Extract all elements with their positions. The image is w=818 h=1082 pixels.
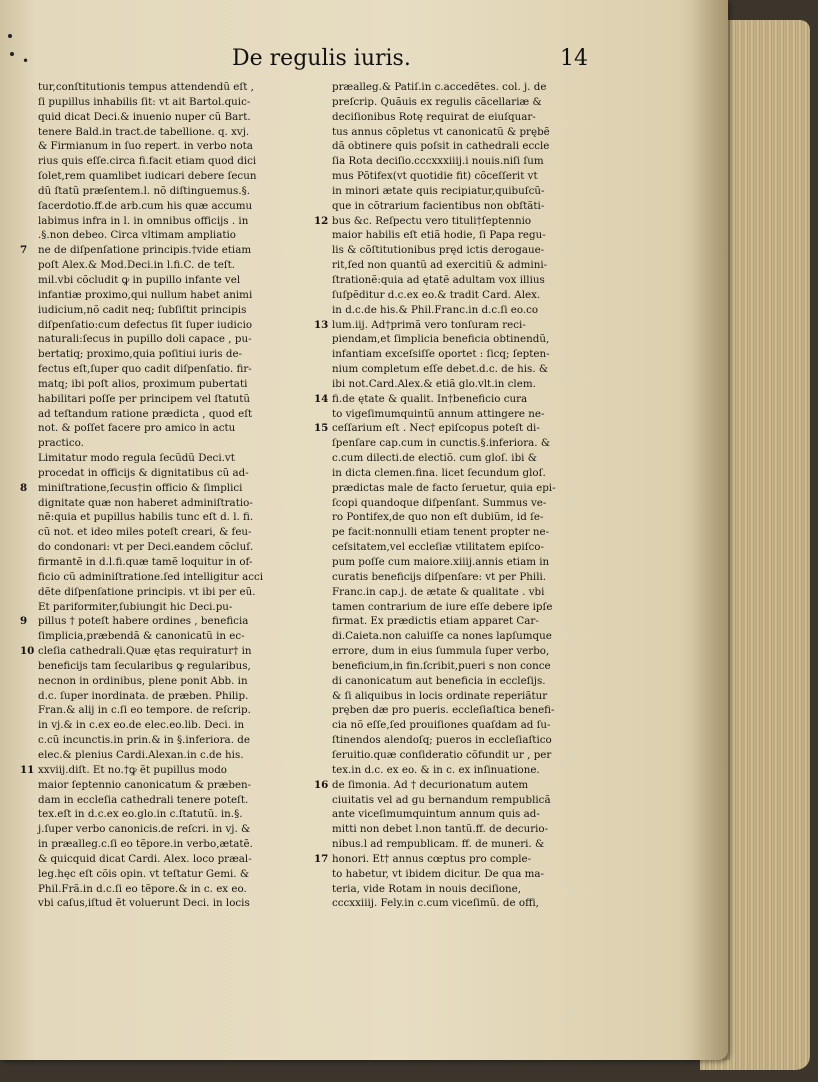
text-line — [330, 303, 626, 318]
line-text: iudicium,nõ cadit neq; ſubſiſtit principis — [38, 303, 247, 316]
line-text: ibi not.Card.Alex.& etiã glo.vlt.in clem. — [332, 377, 536, 390]
line-text: ciuitatis vel ad gu bernandum rempublicã — [332, 793, 551, 806]
text-line — [330, 154, 626, 169]
line-text: nibus.l ad rempublicam. ff. de muneri. & — [332, 838, 545, 851]
text-line — [330, 288, 626, 303]
line-text: nẽ:quia et pupillus habilis tunc eſt d. l. fi. — [38, 511, 254, 524]
line-text: ſtinendos alendoſq; pueros in eccleſiaſtico — [332, 734, 552, 747]
text-line — [36, 659, 324, 674]
text-line — [330, 822, 626, 837]
line-text: to habetur, vt ibidem dicitur. De qua ma- — [332, 867, 544, 880]
text-line — [36, 718, 324, 733]
text-line — [36, 510, 324, 525]
line-text: ceſſarium eſt . Nec† epiſcopus poteſt di- — [332, 422, 540, 435]
text-line — [330, 525, 626, 540]
text-line — [36, 466, 324, 481]
line-text: bus &c. Reſpectu vero tituli†ſeptennio — [332, 214, 532, 227]
text-line — [330, 362, 626, 377]
text-line — [330, 807, 626, 822]
text-line — [36, 555, 324, 570]
line-text: preſcrip. Quãuis ex regulis cãcellariæ & — [332, 95, 542, 108]
text-line — [36, 80, 324, 95]
line-text: tenere Bald.in tract.de tabellione. q. xvj. — [38, 125, 250, 138]
line-text: ſeruitio.quæ conſideratio cõfundit ur , per — [332, 748, 552, 761]
line-text: prædictas male de facto ſeruetur, quia epi- — [332, 481, 556, 494]
line-text: mus Põtifex(vt quotidie fit) cõceſſerit vt — [332, 170, 538, 183]
line-text: ſimplicia,præbendã & canonicatũ in ec- — [38, 630, 245, 643]
line-text: mil.vbi cõcludit ꝙ in pupillo infante vel — [38, 273, 241, 286]
line-text: quid dicat Deci.& inuenio nuper cũ Bart. — [38, 110, 251, 123]
text-line — [20, 644, 324, 659]
text-line — [330, 95, 626, 110]
text-line — [36, 451, 324, 466]
line-text: ſpenſare cap.cum in cunctis.§.inferiora. & — [332, 437, 550, 450]
line-text: habilitari poſſe per principem vel ſtatutũ — [38, 392, 250, 405]
text-line — [330, 228, 626, 243]
line-text: mitti non debet l.non tantũ.ff. de decurio- — [332, 823, 549, 836]
margin-number: 13 — [314, 318, 329, 331]
text-line — [330, 585, 626, 600]
line-text: teria, vide Rotam in nouis deciſione, — [332, 882, 522, 895]
text-line — [20, 243, 324, 258]
line-text: dẽte diſpenſatione principis. vt ibi per eũ. — [38, 585, 256, 598]
line-text: Phil.Frã.in d.c.ſi eo tẽpore.& in c. ex eo. — [38, 882, 247, 895]
text-line — [36, 882, 324, 897]
line-text: cia nõ eſſe,ſed prouiſiones quaſdam ad ſu- — [332, 719, 551, 732]
line-text: Et pariformiter,ſubiungit hic Deci.pu- — [38, 600, 233, 613]
line-text: xxviij.diſt. Et no.†ꝙ ẽt pupillus modo — [38, 763, 228, 776]
margin-number: 14 — [314, 392, 329, 405]
line-text: di canonicatum aut beneficia in eccleſijs. — [332, 674, 546, 687]
line-text: tex.eſt in d.c.ex eo.glo.in c.ſtatutũ. in.§. — [38, 808, 243, 821]
line-text: in d.c.de his.& Phil.Franc.in d.c.ſi eo.co — [332, 303, 539, 316]
text-line — [330, 199, 626, 214]
text-line — [330, 110, 626, 125]
line-text: ſolet,rem quamlibet iudicari debere ſecun — [38, 170, 257, 183]
line-text: di.Caieta.non caluiſſe ca nones lapſumque — [332, 630, 552, 643]
text-line — [36, 95, 324, 110]
text-line — [330, 600, 626, 615]
margin-number: 17 — [314, 852, 329, 865]
margin-number: 12 — [314, 214, 329, 227]
text-line — [36, 421, 324, 436]
text-line — [314, 318, 626, 333]
text-line — [330, 718, 626, 733]
text-line — [330, 451, 626, 466]
text-line — [36, 778, 324, 793]
line-text: matq; ibi poſt alios, proximum pubertati — [38, 377, 248, 390]
line-text: ne de diſpenſatione principis.†vide etiam — [38, 244, 252, 257]
line-text: poſt Alex.& Mod.Deci.in l.fi.C. de teſt. — [38, 259, 236, 272]
text-line — [36, 184, 324, 199]
text-line — [20, 614, 324, 629]
text-line — [330, 258, 626, 273]
line-text: pum poſſe cum maiore.xiiij.annis etiam in — [332, 556, 550, 568]
text-line — [330, 481, 626, 496]
margin-number: 11 — [20, 763, 35, 776]
line-text: cũ not. et ideo miles poteſt creari, & feu- — [38, 526, 252, 539]
margin-number: 9 — [20, 615, 28, 628]
text-line — [330, 436, 626, 451]
line-text: cccxxiiij. Fely.in c.cum viceſimũ. de offi, — [332, 897, 539, 910]
line-text: ceſsitatem,vel eccleſiæ vtilitatem epiſco- — [332, 541, 544, 554]
line-text: ad teſtandum ratione prædicta , quod eſt — [38, 407, 253, 420]
margin-number: 16 — [314, 778, 329, 791]
text-line — [36, 332, 324, 347]
line-text: curatis beneficijs diſpenſare: vt per Phili. — [332, 570, 547, 583]
page-shadow — [690, 0, 730, 1060]
line-text: .§.non debeo. Circa vltimam ampliatio — [38, 229, 236, 242]
text-line — [330, 837, 626, 852]
line-text: tamen contrarium de iure eſſe debere ipſe — [332, 600, 553, 613]
line-text: Fran.& alij in c.ſi eo tempore. de reſcrip. — [38, 704, 251, 717]
line-text: procedat in officijs & dignitatibus cũ ad- — [38, 466, 249, 479]
text-line — [330, 540, 626, 555]
line-text: ſcopi quandoque diſpenſant. Summus ve- — [332, 496, 547, 509]
line-text: ficio cũ adminiſtratione.ſed intelligitur acci — [38, 570, 264, 583]
text-line — [330, 763, 626, 778]
line-text: dũ ſtatũ præſentem.l. nõ diſtinguemus.§. — [38, 184, 251, 197]
text-line — [330, 347, 626, 362]
line-text: tur,conſtitutionis tempus attendendũ eſt , — [38, 81, 254, 93]
text-line — [36, 570, 324, 585]
text-line — [36, 807, 324, 822]
line-text: ſtrationẽ:quia ad ętatẽ adultam vox illius — [332, 273, 545, 286]
line-text: & ſi aliquibus in locis ordinate reperiãtur — [332, 689, 548, 702]
text-line — [314, 421, 626, 436]
text-line — [330, 80, 626, 95]
text-line — [36, 139, 324, 154]
line-text: & quicquid dicat Cardi. Alex. loco præal- — [38, 852, 252, 865]
text-line — [36, 436, 324, 451]
text-line — [36, 837, 324, 852]
text-line — [330, 644, 626, 659]
line-text: in dicta clemen.fina. licet ſecundum gloſ. — [332, 466, 546, 479]
line-text: Franc.in cap.j. de ætate & qualitate . vbi — [332, 585, 545, 598]
line-text: c.cum dilecti.de electiõ. cum gloſ. ibi & — [332, 452, 537, 465]
line-text: errore, dum in eius ſummula ſuper verbo, — [332, 645, 550, 658]
text-line — [330, 184, 626, 199]
text-line — [314, 778, 626, 793]
text-line — [36, 867, 324, 882]
text-line — [330, 332, 626, 347]
text-line — [36, 214, 324, 229]
text-line — [330, 793, 626, 808]
line-text: not. & poſſet facere pro amico in actu — [38, 422, 236, 435]
text-line — [330, 510, 626, 525]
text-line — [330, 896, 626, 911]
text-line — [330, 674, 626, 689]
text-line — [330, 733, 626, 748]
text-line — [330, 659, 626, 674]
text-line — [36, 703, 324, 718]
text-line — [36, 273, 324, 288]
line-text: beneficium,in fin.ſcribit,pueri s non conce — [332, 659, 551, 672]
line-text: beneficijs tam ſecularibus ꝙ regularibus, — [38, 659, 251, 672]
line-text: piendam,et ſimplicia beneficia obtinendũ, — [332, 333, 550, 346]
line-text: dã obtinere quis poſsit in cathedrali eccle — [332, 140, 550, 153]
text-line — [36, 318, 324, 333]
line-text: d.c. ſuper inordinata. de præben. Philip. — [38, 689, 249, 702]
text-line — [36, 733, 324, 748]
right-text-column — [314, 80, 626, 911]
page-header — [0, 40, 728, 80]
line-text: maior habilis eſt etiã hodie, ſi Papa regu- — [332, 229, 546, 242]
text-line — [330, 867, 626, 882]
line-text: miniſtratione,ſecus†in officio & ſimplici — [38, 481, 243, 494]
line-text: vbi caſus,iſtud ẽt voluerunt Deci. in locis — [38, 897, 250, 910]
text-line — [20, 763, 324, 778]
text-line — [330, 377, 626, 392]
line-text: & Firmianum in ſuo repert. in verbo nota — [38, 140, 253, 153]
line-text: ro Pontifex,de quo non eſt dubiũm, id ſe- — [332, 511, 544, 524]
line-text: rius quis eſſe.circa fi.facit etiam quod dici — [38, 155, 257, 168]
text-line — [314, 852, 626, 867]
margin-number: 7 — [20, 244, 28, 257]
text-line — [330, 629, 626, 644]
line-text: leg.hęc eſt cõis opin. vt teſtatur Gemi. & — [38, 867, 250, 880]
line-text: bertatiq; proximo,quia poſitiui iuris de- — [38, 348, 243, 361]
text-line — [330, 882, 626, 897]
line-text: ſuſpẽditur d.c.ex eo.& tradit Card. Alex. — [332, 288, 541, 301]
line-text: cleſia cathedrali.Quæ ętas requiratur† in — [38, 645, 252, 658]
text-line — [36, 600, 324, 615]
text-line — [330, 614, 626, 629]
line-text: ſi pupillus inhabilis ſit: vt ait Bartol.quic- — [38, 95, 251, 108]
text-line — [36, 585, 324, 600]
line-text: nium completum eſſe debet.d.c. de his. & — [332, 363, 549, 376]
text-line — [36, 347, 324, 362]
line-text: tex.in d.c. ex eo. & in c. ex inſinuatione. — [332, 763, 540, 776]
text-line — [36, 169, 324, 184]
text-line — [36, 793, 324, 808]
text-line — [314, 392, 626, 407]
line-text: in vj.& in c.ex eo.de elec.eo.lib. Deci. in — [38, 719, 245, 732]
text-line — [314, 214, 626, 229]
text-line — [330, 748, 626, 763]
text-line — [330, 555, 626, 570]
line-text: pillus † poteſt habere ordines , beneficia — [38, 615, 249, 628]
text-line — [330, 407, 626, 422]
line-text: to vigeſimumquintũ annum attingere ne- — [332, 407, 545, 420]
text-line — [36, 258, 324, 273]
line-text: firmantẽ in d.l.fi.quæ tamẽ loquitur in of- — [38, 556, 253, 568]
line-text: in præalleg.c.ſi eo tẽpore.in verbo,ætatẽ. — [38, 838, 253, 851]
left-text-column — [20, 80, 324, 911]
line-text: tus annus cõpletus vt canonicatũ & prębẽ — [332, 125, 550, 138]
line-text: in minori ætate quis recipiatur,quibuſcũ- — [332, 184, 545, 197]
text-line — [36, 496, 324, 511]
line-text: dam in eccleſia cathedrali tenere poteſt. — [38, 793, 249, 806]
line-text: pręben dæ pro pueris. eccleſiaſtica benefi- — [332, 704, 555, 717]
line-text: fectus eſt,ſuper quo cadit diſpenſatio. fir- — [38, 363, 252, 376]
text-line — [36, 125, 324, 140]
line-text: firmat. Ex prædictis etiam apparet Car- — [332, 615, 539, 628]
page-number: 14 — [560, 46, 588, 71]
line-text: rit,ſed non quantũ ad exercitiũ & admini- — [332, 259, 548, 272]
text-line — [330, 496, 626, 511]
line-text: de ſimonia. Ad † decurionatum autem — [332, 778, 529, 791]
line-text: diſpenſatio:cum defectus ſit ſuper iudicio — [38, 318, 253, 331]
text-line — [36, 288, 324, 303]
text-line — [36, 629, 324, 644]
line-text: ſia Rota deciſio.cccxxxiiij.i nouis.niſi ſum — [332, 155, 544, 168]
text-line — [330, 139, 626, 154]
margin-number: 10 — [20, 645, 35, 658]
text-line — [330, 243, 626, 258]
running-title: De regulis iuris. — [232, 46, 411, 71]
text-line — [330, 703, 626, 718]
line-text: necnon in ordinibus, plene ponit Abb. in — [38, 674, 248, 687]
text-line — [330, 125, 626, 140]
text-line — [330, 273, 626, 288]
text-line — [36, 303, 324, 318]
text-line — [36, 392, 324, 407]
text-line — [36, 154, 324, 169]
line-text: lis & cõſtitutionibus pręd ictis derogaue- — [332, 244, 545, 257]
text-line — [330, 570, 626, 585]
text-line — [36, 199, 324, 214]
line-text: Limitatur modo regula ſecũdũ Deci.vt — [38, 452, 235, 465]
line-text: practico. — [38, 437, 84, 450]
line-text: infantiæ proximo,qui nullum habet animi — [38, 288, 253, 301]
header-bullet: • — [22, 54, 30, 68]
line-text: dignitate quæ non haberet adminiſtratio- — [38, 496, 253, 509]
text-line — [36, 748, 324, 763]
text-line — [330, 466, 626, 481]
text-line — [36, 689, 324, 704]
line-text: pe facit:nonnulli etiam tenent propter ne- — [332, 526, 550, 539]
text-line — [36, 540, 324, 555]
text-line — [36, 525, 324, 540]
text-line — [36, 362, 324, 377]
text-line — [36, 852, 324, 867]
line-text: naturali:ſecus in pupillo doli capace , pu- — [38, 333, 252, 346]
line-text: j.ſuper verbo canonicis.de reſcri. in vj. & — [38, 823, 251, 836]
ink-speck — [8, 34, 12, 38]
text-line — [36, 228, 324, 243]
line-text: honori. Et† annus cœptus pro comple- — [332, 852, 532, 865]
line-text: infantiam exceſsiſſe oportet : ſicq; ſepten- — [332, 348, 550, 361]
line-text: maior ſeptennio canonicatum & præben- — [38, 778, 252, 791]
text-line — [36, 407, 324, 422]
text-line — [20, 481, 324, 496]
text-line — [36, 674, 324, 689]
text-line — [36, 822, 324, 837]
line-text: do condonari: vt per Deci.eandem cõcluſ. — [38, 541, 254, 554]
text-line — [330, 689, 626, 704]
line-text: c.cũ incunctis.in prin.& in §.inferiora. de — [38, 734, 250, 747]
line-text: que in cõtrarium facientibus non obſtãti- — [332, 199, 545, 212]
text-line — [36, 896, 324, 911]
line-text: labimus infra in l. in omnibus officijs . in — [38, 214, 249, 227]
line-text: deciſionibus Rotę requirat de eiuſquar- — [332, 110, 536, 123]
text-line — [36, 377, 324, 392]
text-line — [330, 169, 626, 184]
line-text: lum.iij. Ad†primã vero tonſuram reci- — [332, 318, 526, 331]
line-text: ante viceſimumquintum annum quis ad- — [332, 808, 540, 821]
text-line — [36, 110, 324, 125]
line-text: præalleg.& Patiſ.in c.accedẽtes. col. j. de — [332, 81, 547, 93]
line-text: ſacerdotio.ff.de arb.cum his quæ accumu — [38, 199, 253, 212]
line-text: elec.& plenius Cardi.Alexan.in c.de his. — [38, 748, 244, 761]
margin-number: 8 — [20, 481, 28, 494]
line-text: fi.de ętate & qualit. In†beneficio cura — [332, 392, 528, 405]
margin-number: 15 — [314, 422, 329, 435]
